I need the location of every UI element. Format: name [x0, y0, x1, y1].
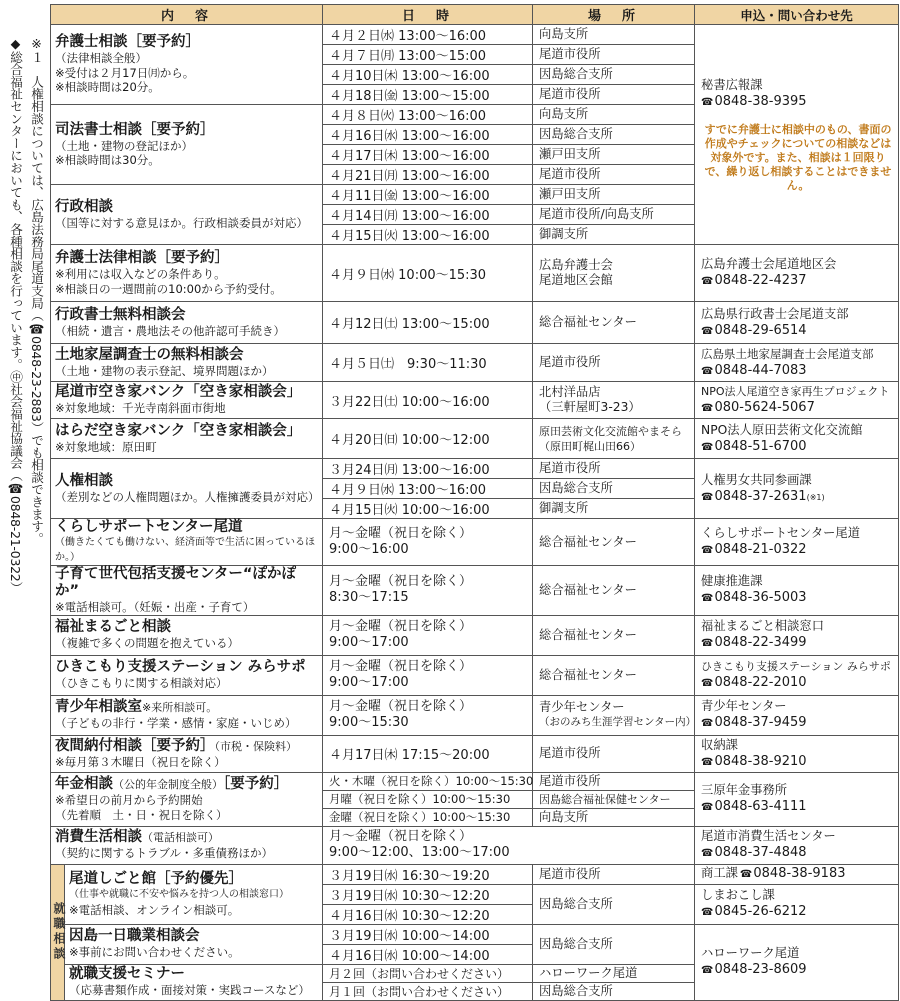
akiya1-place	[533, 382, 695, 419]
human-place-3: 御調支所	[533, 499, 695, 519]
human-place-2: 因島総合支所	[533, 479, 695, 499]
shigoto-place-2: 因島総合支所	[533, 884, 695, 924]
lawyer-line1: （法律相談全般）	[55, 51, 147, 66]
marugoto-line1: （複雑で多くの問題を抱えている）	[55, 636, 239, 651]
table-row	[51, 519, 899, 566]
ichinichi-place: 因島総合支所	[533, 924, 695, 964]
consumer-contact-cell	[695, 826, 899, 864]
pension-line1: ※希望日の前月から予約開始	[55, 793, 203, 807]
lawyer-title-cell	[51, 25, 323, 105]
night-place: 尾道市役所	[533, 735, 695, 772]
human-date-2: ４月９日㈬ 13:00～16:00	[323, 479, 533, 499]
survey-place: 尾道市役所	[533, 344, 695, 382]
gyosei-place: 総合福祉センター	[533, 302, 695, 344]
seminar-place-2: 因島総合支所	[533, 982, 695, 1000]
hikikomori-tel: ☎ 0848-22-2010	[701, 675, 807, 690]
scrivener-title: 司法書士相談［要予約］	[55, 121, 215, 138]
survey-contact: 広島県土地家屋調査士会尾道支部	[701, 346, 874, 361]
legal-aid-title: 弁護士法律相談［要予約］	[55, 250, 229, 266]
table-row	[51, 302, 899, 344]
lawyer-contact-cell	[695, 25, 899, 245]
shigoto-contact-2	[695, 884, 899, 924]
job-band	[51, 864, 65, 1000]
akiya2-line1: ※対象地域：原田町	[55, 439, 157, 454]
pension-place-3: 向島支所	[533, 808, 695, 826]
consumer-date-1: 月～金曜（祝日を除く）	[329, 829, 473, 844]
shigoto-contact-name-2: しまおこし課	[701, 888, 775, 902]
shigoto-line1: （仕事や就職に不安や悩みを持つ人の相談窓口）	[69, 889, 289, 900]
night-title-note: （市税・保険料）	[214, 739, 297, 753]
youth-place-2: （おのみち生涯学習センター内）	[539, 716, 697, 728]
scrivener-date-2: ４月16日㈬ 13:00～16:00	[323, 125, 533, 145]
admin-title: 行政相談	[55, 198, 113, 215]
gyosei-contact: 広島県行政書士会尾道支部	[701, 306, 849, 321]
seminar-place-1: ハローワーク尾道	[533, 964, 695, 982]
marugoto-contact: 福祉まるごと相談窓口	[701, 619, 824, 633]
pokapoka-date-1: 月～金曜（祝日を除く）	[329, 574, 473, 590]
legal-aid-date: ４月９日㈬ 10:00～15:30	[323, 245, 533, 302]
lawyer-place-2: 尾道市役所	[533, 45, 695, 65]
shigoto-date-1: ３月19日㈬ 16:30～19:20	[323, 864, 533, 884]
shigoto-date-3: ４月16日㈬ 10:30～12:20	[323, 904, 533, 924]
side-notes	[2, 36, 46, 966]
survey-title: 土地家屋調査士の無料相談会	[55, 346, 244, 363]
gyosei-date: ４月12日㈯ 13:00～15:00	[323, 302, 533, 344]
kurashi-line1: （働きたくても働けない、経済面等で生活に困っているほか。）	[55, 537, 315, 563]
akiya2-place-1: 原田芸術文化交流館やまそら	[539, 424, 683, 438]
akiya2-place	[533, 419, 695, 459]
ichinichi-contact-cell	[695, 924, 899, 1000]
youth-title-cell	[51, 695, 323, 735]
consumer-contact: 尾道市消費生活センター	[701, 829, 836, 843]
admin-title-cell	[51, 185, 323, 245]
table-row	[51, 826, 899, 864]
survey-line1: （土地・建物の表示登記、境界問題ほか）	[55, 363, 274, 378]
kurashi-date	[323, 519, 533, 566]
kurashi-date-2: 9:00～16:00	[329, 542, 409, 557]
kurashi-contact: くらしサポートセンター尾道	[701, 526, 861, 540]
kurashi-contact-cell	[695, 519, 899, 566]
lawyer-date-3: ４月10日㈭ 13:00～16:00	[323, 65, 533, 85]
akiya2-contact: NPO法人原田芸術文化交流館	[701, 422, 863, 437]
kurashi-title-cell	[51, 519, 323, 566]
table-row	[51, 382, 899, 419]
shigoto-tel-1: ☎ 0848-38-9183	[740, 866, 846, 881]
human-place-1: 尾道市役所	[533, 459, 695, 479]
ichinichi-date-2: ４月16日㈬ 10:00～14:00	[323, 944, 533, 964]
survey-date: ４月５日㈯ 9:30～11:30	[323, 344, 533, 382]
youth-contact: 青少年センター	[701, 699, 787, 713]
scrivener-date-3: ４月17日㈭ 13:00～16:00	[323, 145, 533, 165]
akiya1-place-2: （三軒屋町3-23）	[539, 400, 641, 414]
table-row	[51, 655, 899, 695]
akiya1-place-1: 北村洋品店	[539, 385, 601, 399]
hikikomori-place: 総合福祉センター	[533, 655, 695, 695]
akiya1-title-cell	[51, 382, 323, 419]
lawyer-title: 弁護士相談［要予約］	[55, 34, 200, 51]
table-row	[51, 735, 899, 772]
table-row	[51, 344, 899, 382]
pokapoka-contact: 健康推進課	[701, 574, 763, 589]
pension-title: 年金相談	[55, 776, 113, 792]
pokapoka-date-2: 8:30～17:15	[329, 590, 409, 606]
pokapoka-line1: ※電話相談可。（妊娠・出産・子育て）	[55, 600, 255, 614]
hikikomori-date-1: 月～金曜（祝日を除く）	[329, 659, 473, 674]
human-contact-cell	[695, 459, 899, 519]
legal-aid-line2: ※相談日の一週間前の10:00から予約受付。	[55, 281, 282, 296]
night-title-cell	[51, 735, 323, 772]
ichinichi-contact: ハローワーク尾道	[701, 946, 800, 960]
side-note-1: ※１ 人権相談については、広島法務局尾道支局（☎0848‐23‐2883）でも相談できます。	[29, 36, 44, 545]
pension-contact: 三原年金事務所	[701, 783, 788, 797]
scrivener-place-1: 向島支所	[533, 105, 695, 125]
legal-aid-place-1: 広島弁護士会	[539, 258, 613, 272]
youth-place-1: 青少年センター	[539, 700, 625, 714]
akiya2-tel: ☎ 0848-51-6700	[701, 439, 807, 454]
survey-contact-cell	[695, 344, 899, 382]
consumer-date-2: 9:00～12:00、13:00～17:00	[329, 845, 510, 860]
pension-place-2: 因島総合福祉保健センター	[533, 790, 695, 808]
gyosei-contact-cell	[695, 302, 899, 344]
marugoto-title-cell	[51, 615, 323, 655]
night-line1: ※毎月第３木曜日（祝日を除く）	[55, 754, 226, 769]
table-row	[51, 245, 899, 302]
lawyer-tel: ☎ 0848-38-9395	[701, 94, 807, 109]
youth-line1: （子どもの非行・学業・感情・家庭・いじめ）	[55, 716, 297, 731]
pokapoka-title-cell	[51, 566, 323, 616]
lawyer-place-3: 因島総合支所	[533, 65, 695, 85]
legal-aid-tel: ☎ 0848-22-4237	[701, 273, 807, 288]
human-contact: 人権男女共同参画課	[701, 472, 812, 487]
human-title: 人権相談	[55, 472, 113, 489]
gyosei-tel: ☎ 0848-29-6514	[701, 323, 807, 338]
hikikomori-date	[323, 655, 533, 695]
akiya2-place-2: （原田町梶山田66）	[539, 439, 642, 453]
table-row	[51, 772, 899, 790]
night-date: ４月17日㈭ 17:15～20:00	[323, 735, 533, 772]
gyosei-title-cell	[51, 302, 323, 344]
admin-date-3: ４月15日㈫ 13:00～16:00	[323, 225, 533, 245]
hikikomori-title-cell	[51, 655, 323, 695]
lawyer-date-4: ４月18日㈮ 13:00～15:00	[323, 85, 533, 105]
lawyer-line3: ※相談時間は20分。	[55, 80, 160, 95]
akiya1-tel: ☎ 080-5624-5067	[701, 400, 815, 415]
legal-aid-contact: 広島弁護士会尾道地区会	[701, 257, 837, 271]
gyosei-title: 行政書士無料相談会	[55, 306, 186, 323]
consumer-title-line	[55, 829, 318, 846]
gyosei-line1: （相続・遺言・農地法その他許認可手続き）	[55, 323, 285, 338]
shigoto-date-2: ３月19日㈬ 10:30～12:20	[323, 884, 533, 904]
marugoto-contact-cell	[695, 615, 899, 655]
kurashi-tel: ☎ 0848-21-0322	[701, 542, 807, 557]
table-row	[51, 864, 899, 884]
ichinichi-date-1: ３月19日㈬ 10:00～14:00	[323, 924, 533, 944]
akiya1-title: 尾道市空き家バンク「空き家相談会」	[55, 384, 302, 401]
consumer-tel: ☎ 0848-37-4848	[701, 845, 807, 860]
akiya1-line1: ※対象地域：千光寺南斜面市街地	[55, 401, 226, 416]
night-contact-cell	[695, 735, 899, 772]
lawyer-date-2: ４月７日㈪ 13:00～15:00	[323, 45, 533, 65]
hikikomori-contact-cell	[695, 655, 899, 695]
ichinichi-tel: ☎ 0848-23-8609	[701, 962, 807, 977]
akiya2-title-cell	[51, 419, 323, 459]
lawyer-line2: ※受付は２月17日㈪から。	[55, 65, 195, 80]
scrivener-title-cell	[51, 105, 323, 185]
hikikomori-date-2: 9:00～17:00	[329, 675, 409, 690]
human-date-1: ３月24日㈪ 13:00～16:00	[323, 459, 533, 479]
akiya2-title: はらだ空き家バンク「空き家相談会」	[55, 422, 302, 439]
header-content: 内 容	[51, 5, 323, 25]
legal-aid-title-cell	[51, 245, 323, 302]
survey-title-cell	[51, 344, 323, 382]
header-place: 場 所	[533, 5, 695, 25]
human-tel: ☎ 0848-37-2631	[701, 489, 807, 504]
admin-date-1: ４月11日㈮ 13:00～16:00	[323, 185, 533, 205]
scrivener-line1: （土地・建物の登記ほか）	[55, 138, 193, 153]
marugoto-date	[323, 615, 533, 655]
akiya1-contact: NPO法人尾道空き家再生プロジェクト	[701, 384, 890, 398]
ichinichi-line1: ※事前にお問い合わせください。	[69, 945, 240, 960]
youth-title-note: ※来所相談可。	[142, 701, 218, 715]
shigoto-contact-1	[695, 864, 899, 884]
seminar-line1: （応募書類作成・面接対策・実践コースなど）	[69, 983, 310, 998]
marugoto-title: 福祉まるごと相談	[55, 619, 171, 636]
pension-tel: ☎ 0848-63-4111	[701, 799, 807, 814]
akiya1-contact-cell	[695, 382, 899, 419]
marugoto-tel: ☎ 0848-22-3499	[701, 635, 807, 650]
lawyer-place-4: 尾道市役所	[533, 85, 695, 105]
kurashi-title: くらしサポートセンター尾道	[55, 519, 243, 535]
kurashi-date-1: 月～金曜（祝日を除く）	[329, 526, 473, 541]
pokapoka-contact-cell	[695, 566, 899, 616]
night-tel: ☎ 0848-38-9210	[701, 754, 807, 769]
marugoto-date-2: 9:00～17:00	[329, 635, 409, 650]
youth-title-line	[55, 699, 318, 716]
youth-date-2: 9:00～15:30	[329, 715, 409, 730]
seminar-title: 就職支援セミナー	[69, 966, 185, 983]
consumer-line1: （契約に関するトラブル・多重債務ほか）	[55, 846, 274, 861]
table-row	[51, 419, 899, 459]
table-row	[51, 615, 899, 655]
lawyer-contact: 秘書広報課	[701, 77, 763, 92]
youth-date	[323, 695, 533, 735]
table-row	[51, 695, 899, 735]
scrivener-line2: ※相談時間は30分。	[55, 153, 160, 167]
seminar-date-1: 月２回（お問い合わせください）	[323, 964, 533, 982]
akiya2-contact-cell	[695, 419, 899, 459]
akiya2-date: ４月20日㈰ 10:00～12:00	[323, 419, 533, 459]
header-datetime: 日 時	[323, 5, 533, 25]
ichinichi-title-cell	[65, 924, 323, 964]
shigoto-title: 尾道しごと館［予約優先］	[69, 871, 243, 887]
night-title-line	[55, 738, 318, 755]
shigoto-place-1: 尾道市役所	[533, 864, 695, 884]
human-title-cell	[51, 459, 323, 519]
admin-date-2: ４月14日㈪ 13:00～16:00	[323, 205, 533, 225]
admin-line1: （国等に対する意見ほか。行政相談委員が対応）	[55, 215, 308, 230]
pension-title-tail: ［要予約］	[223, 776, 289, 792]
youth-contact-cell	[695, 695, 899, 735]
scrivener-date-4: ４月21日㈪ 13:00～16:00	[323, 165, 533, 185]
pokapoka-date	[323, 566, 533, 616]
legal-aid-line1: ※利用には収入などの条件あり。	[55, 267, 226, 281]
job-band-label: 就職相談	[52, 902, 66, 962]
scrivener-date-1: ４月８日㈫ 13:00～16:00	[323, 105, 533, 125]
pokapoka-place: 総合福祉センター	[533, 566, 695, 616]
pension-title-note: （公的年金制度全般）	[113, 778, 223, 791]
seminar-title-cell	[65, 964, 323, 1000]
pension-date-2: 月曜（祝日を除く）10:00～15:30	[323, 790, 533, 808]
consumer-date	[323, 826, 695, 864]
shigoto-title-cell	[65, 864, 323, 924]
night-contact: 収納課	[701, 737, 738, 752]
pension-line2: （先着順 土・日・祝日を除く）	[55, 807, 228, 822]
header-contact: 申込・問い合わせ先	[695, 5, 899, 25]
scrivener-place-2: 因島総合支所	[533, 125, 695, 145]
scrivener-place-4: 尾道市役所	[533, 165, 695, 185]
youth-date-1: 月～金曜（祝日を除く）	[329, 699, 473, 714]
pokapoka-tel: ☎ 0848-36-5003	[701, 590, 807, 605]
consumer-title: 消費生活相談	[55, 829, 142, 846]
table-row	[51, 459, 899, 479]
hikikomori-line1: （ひきこもりに関する相談対応）	[55, 676, 228, 691]
pension-title-cell	[51, 772, 323, 826]
human-mark: (※1)	[806, 492, 825, 502]
night-title: 夜間納付相談［要予約］	[55, 737, 215, 754]
side-note-2: ◆総合福祉センターにおいても、各種相談を行っています。㊥社会福祉協議会（☎0848‐21‐0322）	[8, 36, 23, 594]
shigoto-contact-name-1: 商工課	[701, 866, 738, 880]
pension-title-line	[55, 776, 318, 793]
pension-place-1: 尾道市役所	[533, 772, 695, 790]
table-row	[51, 25, 899, 45]
human-date-3: ４月15日㈫ 10:00～16:00	[323, 499, 533, 519]
hikikomori-contact: ひきこもり支援ステーション みらサポ	[701, 659, 891, 673]
akiya1-date: ３月22日㈯ 10:00～16:00	[323, 382, 533, 419]
lawyer-date-1: ４月２日㈬ 13:00～16:00	[323, 25, 533, 45]
youth-title: 青少年相談室	[55, 699, 142, 716]
consumer-title-cell	[51, 826, 323, 864]
pokapoka-title: 子育て世代包括支援センター“ぽかぽか”	[55, 566, 296, 599]
table-row	[51, 924, 899, 944]
marugoto-date-1: 月～金曜（祝日を除く）	[329, 619, 473, 634]
hikikomori-title: ひきこもり支援ステーション みらサポ	[55, 659, 306, 676]
youth-place	[533, 695, 695, 735]
seminar-date-2: 月１回（お問い合わせください）	[323, 982, 533, 1000]
admin-place-2: 尾道市役所/向島支所	[533, 205, 695, 225]
lawyer-place-1: 向島支所	[533, 25, 695, 45]
marugoto-place: 総合福祉センター	[533, 615, 695, 655]
human-line1: （差別などの人権問題ほか。人権擁護委員が対応）	[55, 489, 320, 504]
admin-place-3: 御調支所	[533, 225, 695, 245]
pension-date-3: 金曜（祝日を除く）10:00～15:30	[323, 808, 533, 826]
admin-place-1: 瀬戸田支所	[533, 185, 695, 205]
survey-tel: ☎ 0848-44-7083	[701, 363, 807, 378]
consultation-table-wrapper	[50, 4, 898, 1001]
table-header	[51, 5, 899, 25]
ichinichi-title: 因島一日職業相談会	[69, 928, 200, 945]
youth-tel: ☎ 0848-37-9459	[701, 715, 807, 730]
lawyer-note: すでに弁護士に相談中のもの、書面の作成やチェックについての相談などは対象外です。また、相談は１回限りで、繰り返し相談することはできません。	[704, 122, 892, 192]
legal-aid-place	[533, 245, 695, 302]
pension-contact-cell	[695, 772, 899, 826]
consultation-table	[50, 4, 899, 1001]
kurashi-place: 総合福祉センター	[533, 519, 695, 566]
scrivener-place-3: 瀬戸田支所	[533, 145, 695, 165]
legal-aid-place-2: 尾道地区会館	[539, 273, 613, 287]
shigoto-tel-2: ☎ 0845-26-6212	[701, 904, 807, 919]
consumer-title-note: （電話相談可）	[142, 831, 219, 845]
legal-aid-contact-cell	[695, 245, 899, 302]
table-row	[51, 566, 899, 616]
shigoto-line2: ※電話相談、オンライン相談可。	[69, 902, 240, 917]
pension-date-1: 火・木曜（祝日を除く）10:00～15:30	[323, 772, 533, 790]
